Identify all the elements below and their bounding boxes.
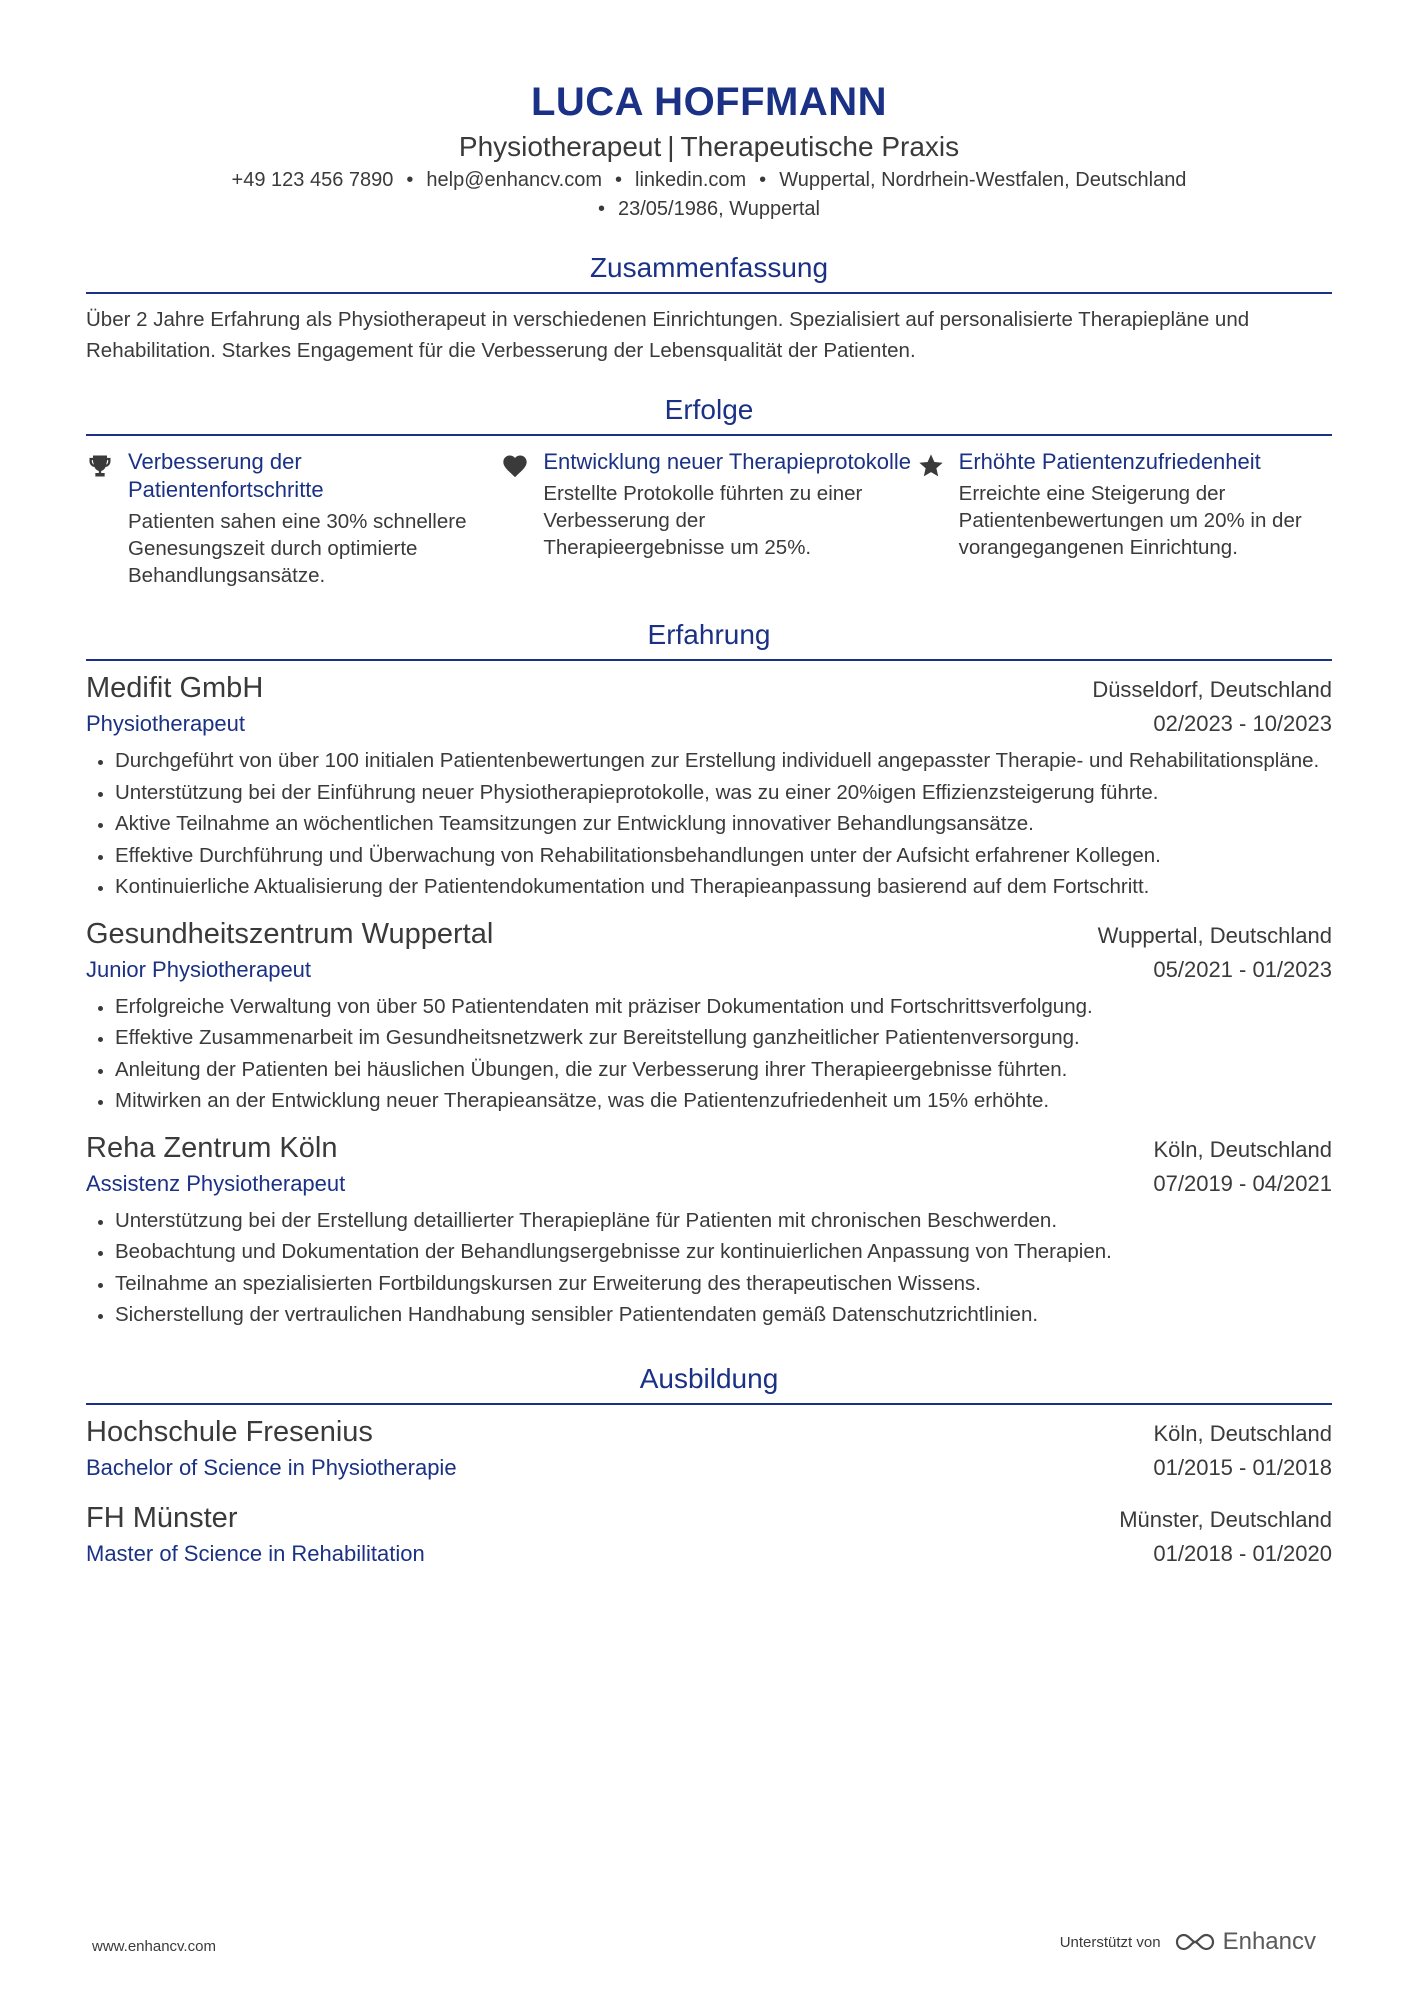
enhancv-logo-icon — [1173, 1931, 1217, 1953]
job-location: Düsseldorf, Deutschland — [1092, 677, 1332, 702]
achievement-title: Verbesserung der Patientenfortschritte — [128, 449, 324, 502]
summary-heading: Zusammenfassung — [86, 250, 1332, 294]
company-name: Reha Zentrum Köln — [86, 1131, 338, 1164]
education-heading: Ausbildung — [86, 1361, 1332, 1405]
achievement-body — [543, 448, 911, 589]
brand-name: Enhancv — [1222, 1928, 1316, 1955]
achievement-body — [128, 448, 501, 589]
school-location: Münster, Deutschland — [1119, 1506, 1332, 1532]
phone[interactable]: +49 123 456 7890 — [231, 169, 394, 191]
contact-info — [86, 166, 1332, 224]
achievement-item — [917, 448, 1332, 589]
job-location: Köln, Deutschland — [1153, 1136, 1332, 1162]
achievement-body — [959, 448, 1304, 589]
powered-by-label: Unterstützt von — [1059, 1933, 1161, 1951]
education-subheader — [86, 1537, 1332, 1571]
job-header — [86, 1129, 1332, 1167]
achievement-item — [501, 448, 916, 589]
job-role: Physiotherapeut — [86, 711, 245, 736]
title-separator: | — [667, 131, 675, 162]
footer-website[interactable]: www.enhancv.com — [92, 1938, 216, 1955]
candidate-name: LUCA HOFFMANN — [530, 80, 888, 124]
achievements-list — [86, 448, 1332, 589]
linkedin[interactable]: • linkedin.com — [602, 169, 746, 191]
company-name: Gesundheitszentrum Wuppertal — [86, 917, 494, 950]
job-subheader — [86, 707, 1332, 741]
degree: Bachelor of Science in Physiotherapie — [86, 1454, 457, 1480]
job-bullet: • Beobachtung und Dokumentation der Behandlungsergebnisse zur kontinuierlichen Anpassung von Therapien. — [115, 1236, 1332, 1268]
achievement-description: Erreichte eine Steigerung der Patientenbewertungen um 20% in der vorangegangenen Einrichtung. — [958, 482, 1302, 559]
achievement-item — [86, 448, 501, 589]
education-subheader — [86, 1451, 1332, 1485]
job-header — [86, 669, 1332, 707]
job-role: Junior Physiotherapeut — [86, 956, 312, 982]
title-practice: Therapeutische Praxis — [680, 131, 960, 162]
summary-text: Über 2 Jahre Erfahrung als Physiotherapeut in verschiedenen Einrichtungen. Spezialisiert auf personalisierte Therapiepläne und Rehabilitation. Starkes Engagement für die Verbesserung der Lebensqualität der Patienten. — [86, 308, 1250, 362]
job-header — [86, 915, 1332, 953]
achievements-section — [86, 392, 1332, 589]
degree: Master of Science in Rehabilitation — [86, 1540, 425, 1566]
contact-row-1 — [86, 166, 1332, 195]
job-bullets — [86, 991, 1332, 1117]
experience-section — [86, 617, 1332, 1331]
location: • Wuppertal, Nordrhein-Westfalen, Deutschland — [746, 169, 1186, 191]
job-dates: 02/2023 - 10/2023 — [1153, 711, 1332, 736]
job-bullet: • Effektive Zusammenarbeit im Gesundheitsnetzwerk zur Bereitstellung ganzheitlicher Patientenversorgung. — [115, 1022, 1332, 1054]
job-role: Assistenz Physiotherapeut — [86, 1170, 346, 1196]
job-bullet: • Aktive Teilnahme an wöchentlichen Teamsitzungen zur Entwicklung innovativer Behandlungsansätze. — [115, 808, 1332, 840]
experience-heading: Erfahrung — [86, 617, 1332, 661]
job-bullets — [86, 745, 1332, 903]
job-bullet: • Sicherstellung der vertraulichen Handhabung sensibler Patientendaten gemäß Datenschutzrichtlinien. — [115, 1299, 1332, 1331]
job-bullet: • Unterstützung bei der Einführung neuer Physiotherapieprotokolle, was zu einer 20%igen Effizienzsteigerung führte. — [115, 777, 1332, 809]
education-dates: 01/2015 - 01/2018 — [1153, 1454, 1332, 1480]
job-entry — [86, 669, 1332, 903]
job-subheader — [86, 1167, 1332, 1201]
job-bullets — [86, 1205, 1332, 1331]
education-dates: 01/2018 - 01/2020 — [1153, 1540, 1332, 1566]
school-name: Hochschule Fresenius — [86, 1415, 373, 1448]
job-bullet: • Erfolgreiche Verwaltung von über 50 Patientendaten mit präziser Dokumentation und Fortschrittsverfolgung. — [115, 991, 1332, 1023]
job-dates: 05/2021 - 01/2023 — [1153, 956, 1332, 982]
school-name: FH Münster — [86, 1501, 238, 1534]
education-header — [86, 1499, 1332, 1537]
job-bullet: • Durchgeführt von über 100 initialen Patientenbewertungen zur Erstellung individuell angepasster Therapie- und Rehabilitationspläne. — [115, 745, 1332, 777]
heart-icon — [501, 448, 543, 589]
achievements-heading: Erfolge — [86, 392, 1332, 436]
footer-branding — [1060, 1928, 1316, 1956]
job-bullet: • Kontinuierliche Aktualisierung der Patientendokumentation und Therapieanpassung basierend auf dem Fortschritt. — [115, 871, 1332, 903]
company-name: Medifit GmbH — [86, 672, 264, 704]
job-bullet: • Anleitung der Patienten bei häuslichen Übungen, die zur Verbesserung ihrer Therapieergebnisse führten. — [115, 1054, 1332, 1086]
job-bullet: • Teilnahme an spezialisierten Fortbildungskursen zur Erweiterung des therapeutischen Wissens. — [115, 1268, 1332, 1300]
job-bullet: • Effektive Durchführung und Überwachung von Rehabilitationsbehandlungen unter der Aufsicht erfahrener Kollegen. — [115, 840, 1332, 872]
birth-info: • 23/05/1986, Wuppertal — [598, 198, 820, 220]
summary-section — [86, 250, 1332, 366]
job-bullet: • Mitwirken an der Entwicklung neuer Therapieansätze, was die Patientenzufriedenheit um 15% erhöhte. — [115, 1085, 1332, 1117]
job-dates: 07/2019 - 04/2021 — [1153, 1170, 1332, 1196]
education-entry — [86, 1413, 1332, 1485]
email[interactable]: • help@enhancv.com — [393, 169, 602, 191]
star-icon — [917, 448, 959, 589]
job-location: Wuppertal, Deutschland — [1097, 922, 1332, 948]
achievement-title: Entwicklung neuer Therapieprotokolle — [543, 449, 912, 474]
job-subheader — [86, 953, 1332, 987]
achievement-description: Patienten sahen eine 30% schnellere Genesungszeit durch optimierte Behandlungsansätze. — [128, 510, 467, 587]
job-entry — [86, 1129, 1332, 1331]
job-entry — [86, 915, 1332, 1117]
education-header — [86, 1413, 1332, 1451]
job-bullet: • Unterstützung bei der Erstellung detaillierter Therapiepläne für Patienten mit chronischen Beschwerden. — [115, 1205, 1332, 1237]
trophy-icon — [86, 448, 128, 589]
achievement-title: Erhöhte Patientenzufriedenheit — [958, 449, 1261, 474]
candidate-title — [86, 130, 1332, 164]
education-entry — [86, 1499, 1332, 1571]
title-role: Physiotherapeut — [458, 131, 662, 162]
resume-content — [86, 0, 1332, 1571]
school-location: Köln, Deutschland — [1153, 1420, 1332, 1446]
education-section — [86, 1361, 1332, 1571]
contact-row-2 — [86, 195, 1332, 224]
achievement-description: Erstellte Protokolle führten zu einer Verbesserung der Therapieergebnisse um 25%. — [543, 482, 863, 559]
